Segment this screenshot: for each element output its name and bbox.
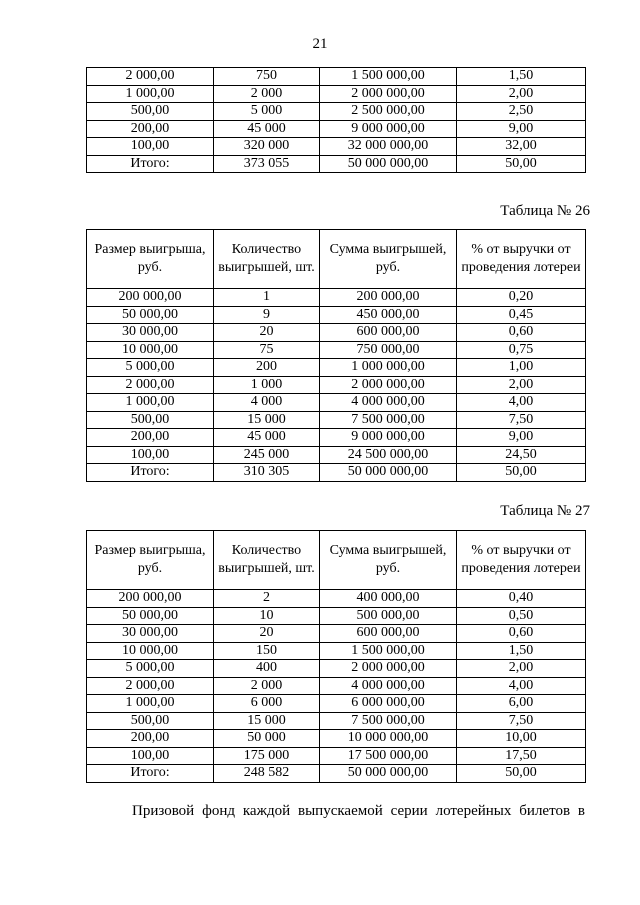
table-header-row (87, 230, 586, 289)
cell-prize-sum: 9 000 000,00 (320, 429, 457, 447)
cell-prize-sum: 200 000,00 (320, 289, 457, 307)
cell-prize-count: 175 000 (214, 747, 320, 765)
cell-revenue-percent: 10,00 (457, 730, 586, 748)
cell-prize-count: 15 000 (214, 411, 320, 429)
table-row (87, 712, 586, 730)
cell-revenue-percent: 9,00 (457, 120, 586, 138)
header-prize-size: Размер выигрыша, руб. (87, 230, 214, 289)
cell-prize-count: 75 (214, 341, 320, 359)
cell-revenue-percent: 0,20 (457, 289, 586, 307)
cell-prize-sum: 32 000 000,00 (320, 138, 457, 156)
cell-prize-size: 100,00 (87, 138, 214, 156)
cell-prize-size: 200 000,00 (87, 590, 214, 608)
table-row (87, 138, 586, 156)
page-number: 21 (312, 36, 328, 52)
table-row (87, 446, 586, 464)
cell-revenue-percent: 50,00 (457, 464, 586, 482)
table-row (87, 642, 586, 660)
cell-prize-sum: 750 000,00 (320, 341, 457, 359)
cell-revenue-percent: 0,75 (457, 341, 586, 359)
cell-prize-count: 2 (214, 590, 320, 608)
cell-prize-sum: 50 000 000,00 (320, 155, 457, 173)
cell-revenue-percent: 0,60 (457, 625, 586, 643)
cell-revenue-percent: 2,00 (457, 376, 586, 394)
cell-revenue-percent: 0,60 (457, 324, 586, 342)
cell-prize-size: 100,00 (87, 446, 214, 464)
header-prize-sum: Сумма выигрышей, руб. (320, 531, 457, 590)
cell-prize-count: 373 055 (214, 155, 320, 173)
cell-prize-sum: 2 000 000,00 (320, 376, 457, 394)
table-row (87, 341, 586, 359)
prize-table-26 (86, 229, 586, 482)
cell-prize-size: 500,00 (87, 411, 214, 429)
table-row (87, 103, 586, 121)
cell-prize-sum: 1 000 000,00 (320, 359, 457, 377)
cell-revenue-percent: 6,00 (457, 695, 586, 713)
cell-prize-sum: 450 000,00 (320, 306, 457, 324)
cell-prize-size: 30 000,00 (87, 625, 214, 643)
cell-revenue-percent: 2,00 (457, 85, 586, 103)
cell-prize-count: 4 000 (214, 394, 320, 412)
cell-prize-count: 150 (214, 642, 320, 660)
table-row (87, 120, 586, 138)
cell-prize-size: Итого: (87, 155, 214, 173)
cell-prize-sum: 1 500 000,00 (320, 68, 457, 86)
table-row (87, 747, 586, 765)
cell-revenue-percent: 7,50 (457, 411, 586, 429)
cell-prize-size: 2 000,00 (87, 376, 214, 394)
cell-prize-size: Итого: (87, 765, 214, 783)
cell-prize-count: 1 (214, 289, 320, 307)
cell-prize-count: 5 000 (214, 103, 320, 121)
cell-prize-size: Итого: (87, 464, 214, 482)
table-row (87, 68, 586, 86)
cell-prize-size: 200,00 (87, 730, 214, 748)
table-row (87, 85, 586, 103)
cell-prize-size: 500,00 (87, 712, 214, 730)
cell-prize-count: 750 (214, 68, 320, 86)
prize-fund-paragraph: Призовой фонд каждой выпускаемой серии лотерейных билетов в (132, 803, 585, 819)
cell-revenue-percent: 0,45 (457, 306, 586, 324)
cell-revenue-percent: 2,50 (457, 103, 586, 121)
header-revenue-percent: % от выручки от проведения лотереи (457, 531, 586, 590)
header-prize-size: Размер выигрыша, руб. (87, 531, 214, 590)
cell-revenue-percent: 9,00 (457, 429, 586, 447)
table-row (87, 590, 586, 608)
cell-prize-count: 320 000 (214, 138, 320, 156)
cell-revenue-percent: 7,50 (457, 712, 586, 730)
header-revenue-percent: % от выручки от проведения лотереи (457, 230, 586, 289)
cell-prize-count: 245 000 (214, 446, 320, 464)
cell-revenue-percent: 1,50 (457, 68, 586, 86)
cell-prize-count: 1 000 (214, 376, 320, 394)
cell-revenue-percent: 17,50 (457, 747, 586, 765)
cell-prize-size: 1 000,00 (87, 85, 214, 103)
table-row (87, 289, 586, 307)
table-row (87, 324, 586, 342)
cell-prize-sum: 400 000,00 (320, 590, 457, 608)
table-row (87, 359, 586, 377)
cell-prize-sum: 17 500 000,00 (320, 747, 457, 765)
cell-revenue-percent: 50,00 (457, 765, 586, 783)
cell-prize-sum: 1 500 000,00 (320, 642, 457, 660)
cell-prize-sum: 500 000,00 (320, 607, 457, 625)
table-row (87, 376, 586, 394)
table-26-caption: Таблица № 26 (500, 203, 590, 219)
cell-prize-size: 50 000,00 (87, 306, 214, 324)
cell-prize-sum: 2 000 000,00 (320, 85, 457, 103)
table-row (87, 677, 586, 695)
prize-table-27 (86, 530, 586, 783)
table-27-caption: Таблица № 27 (500, 503, 590, 519)
table-total-row (87, 464, 586, 482)
cell-prize-sum: 10 000 000,00 (320, 730, 457, 748)
cell-revenue-percent: 32,00 (457, 138, 586, 156)
cell-prize-count: 20 (214, 324, 320, 342)
table-row (87, 695, 586, 713)
table-row (87, 625, 586, 643)
cell-prize-count: 50 000 (214, 730, 320, 748)
cell-prize-size: 500,00 (87, 103, 214, 121)
cell-prize-count: 400 (214, 660, 320, 678)
cell-prize-sum: 2 000 000,00 (320, 660, 457, 678)
cell-prize-count: 200 (214, 359, 320, 377)
table-total-row (87, 765, 586, 783)
cell-revenue-percent: 24,50 (457, 446, 586, 464)
header-prize-count: Количество выигрышей, шт. (214, 230, 320, 289)
table-header-row (87, 531, 586, 590)
cell-prize-size: 200,00 (87, 429, 214, 447)
cell-prize-size: 5 000,00 (87, 359, 214, 377)
cell-prize-count: 15 000 (214, 712, 320, 730)
cell-prize-count: 2 000 (214, 85, 320, 103)
table-row (87, 411, 586, 429)
cell-prize-count: 10 (214, 607, 320, 625)
cell-prize-sum: 600 000,00 (320, 324, 457, 342)
cell-prize-count: 2 000 (214, 677, 320, 695)
cell-revenue-percent: 1,50 (457, 642, 586, 660)
cell-prize-count: 248 582 (214, 765, 320, 783)
table-row (87, 730, 586, 748)
cell-prize-sum: 9 000 000,00 (320, 120, 457, 138)
cell-prize-size: 2 000,00 (87, 677, 214, 695)
cell-prize-count: 20 (214, 625, 320, 643)
cell-prize-sum: 2 500 000,00 (320, 103, 457, 121)
cell-prize-size: 50 000,00 (87, 607, 214, 625)
header-prize-count: Количество выигрышей, шт. (214, 531, 320, 590)
table-row (87, 660, 586, 678)
cell-prize-sum: 600 000,00 (320, 625, 457, 643)
table-row (87, 394, 586, 412)
cell-prize-size: 1 000,00 (87, 695, 214, 713)
cell-prize-size: 1 000,00 (87, 394, 214, 412)
table-row (87, 607, 586, 625)
prize-table-continued (86, 67, 586, 173)
table-total-row (87, 155, 586, 173)
cell-revenue-percent: 1,00 (457, 359, 586, 377)
table-row (87, 306, 586, 324)
cell-prize-sum: 4 000 000,00 (320, 394, 457, 412)
cell-prize-count: 45 000 (214, 120, 320, 138)
cell-prize-sum: 24 500 000,00 (320, 446, 457, 464)
cell-prize-size: 2 000,00 (87, 68, 214, 86)
cell-prize-count: 310 305 (214, 464, 320, 482)
cell-prize-sum: 4 000 000,00 (320, 677, 457, 695)
cell-prize-size: 200,00 (87, 120, 214, 138)
cell-prize-size: 10 000,00 (87, 642, 214, 660)
cell-prize-sum: 7 500 000,00 (320, 411, 457, 429)
cell-prize-sum: 6 000 000,00 (320, 695, 457, 713)
cell-prize-size: 100,00 (87, 747, 214, 765)
cell-prize-size: 200 000,00 (87, 289, 214, 307)
cell-revenue-percent: 4,00 (457, 394, 586, 412)
cell-revenue-percent: 0,40 (457, 590, 586, 608)
cell-revenue-percent: 4,00 (457, 677, 586, 695)
cell-revenue-percent: 2,00 (457, 660, 586, 678)
table-row (87, 429, 586, 447)
cell-prize-sum: 50 000 000,00 (320, 464, 457, 482)
cell-prize-count: 45 000 (214, 429, 320, 447)
cell-prize-sum: 50 000 000,00 (320, 765, 457, 783)
cell-revenue-percent: 0,50 (457, 607, 586, 625)
header-prize-sum: Сумма выигрышей, руб. (320, 230, 457, 289)
cell-prize-size: 10 000,00 (87, 341, 214, 359)
cell-prize-sum: 7 500 000,00 (320, 712, 457, 730)
cell-prize-size: 5 000,00 (87, 660, 214, 678)
cell-prize-count: 9 (214, 306, 320, 324)
cell-revenue-percent: 50,00 (457, 155, 586, 173)
cell-prize-size: 30 000,00 (87, 324, 214, 342)
cell-prize-count: 6 000 (214, 695, 320, 713)
